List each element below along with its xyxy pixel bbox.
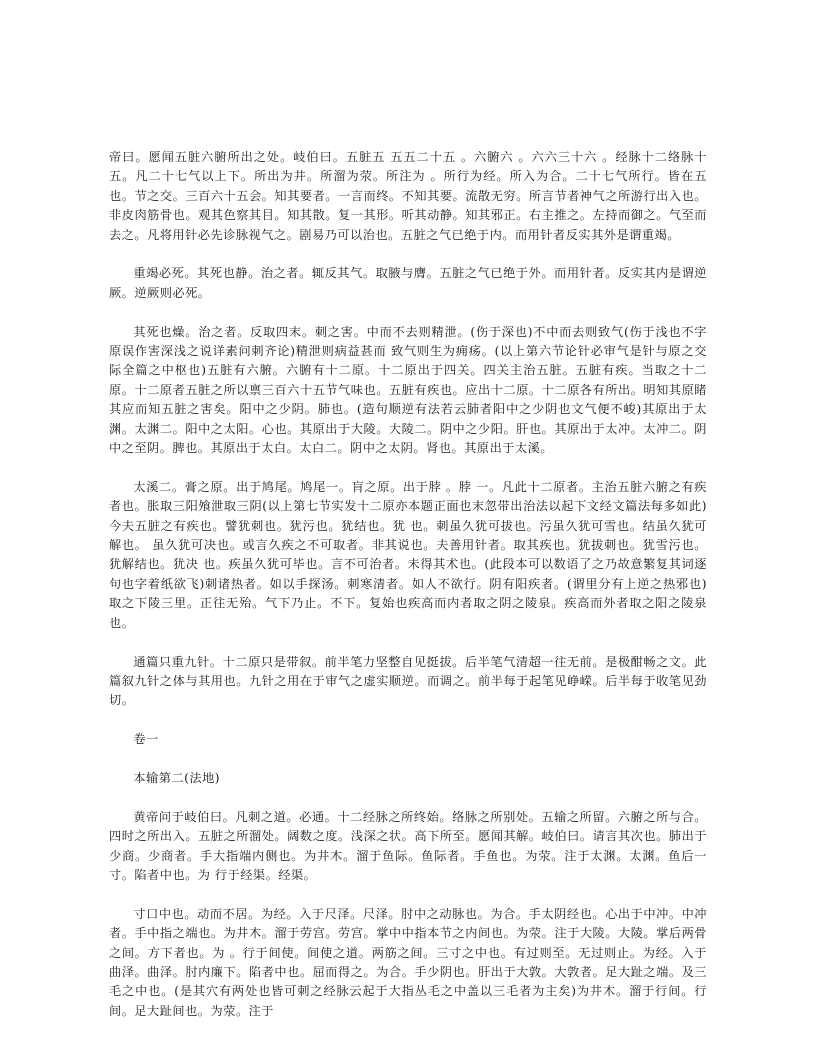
paragraph-4: 太溪二。膏之原。出于鸠尾。鸠尾一。肓之原。出于脖 。脖 一。凡此十二原者。主治五脏六腑之有疾者也。胀取三阳飧泄取三阴(以上第七节实发十二原亦本题正面也末忽带出治法以起下文经文篇法每多如此)今夫五脏之有疾也。譬犹刺也。犹污也。犹结也。犹 也。刺虽久犹可拔也。污虽久犹可雪也。结虽久犹可解也。 虽久犹可决也。或言久疾之不可取者。非其说也。夫善用针者。取其疾也。犹拔刺也。犹雪污也。犹解结也。犹决 也。疾虽久犹可毕也。言不可治者。未得其术也。(此段本可以数语了之乃故意繁复其词逐句也字着纸欲飞)刺诸热者。如以手探汤。刺寒清者。如人不欲行。阴有阳疾者。(谓里分有上逆之热邪也)取之下陵三里。正往无殆。气下乃止。不下。复始也疾高而内者取之阴之陵泉。疾高而外者取之阳之陵泉也。 bbox=[109, 479, 707, 630]
paragraph-7: 寸口中也。动而不居。为经。入于尺泽。尺泽。肘中之动脉也。为合。手太阴经也。心出于中冲。中冲者。手中指之端也。为井木。溜于劳宫。劳宫。掌中中指本节之内间也。为荥。注于大陵。大陵。掌后两骨之间。方下者也。为 。行于间使。间使之道。两筋之间。三寸之中也。有过则至。无过则止。为经。入于曲泽。曲泽。肘内廉下。陷者中也。屈而得之。为合。手少阴也。肝出于大敦。大敦者。足大趾之端。及三毛之中也。(是其穴有两处也皆可刺之经脉云起于大指丛毛之中盖以三毛者为主矣)为井木。溜于行间。行间。足大趾间也。为荥。注于 bbox=[109, 906, 707, 1018]
chapter-heading: 本输第二(法地) bbox=[133, 770, 221, 785]
paragraph-3: 其死也燥。治之者。反取四末。刺之害。中而不去则精泄。(伤于深也)不中而去则致气(伤于浅也不字原误作害深浅之说详素问刺齐论)精泄则病益甚而 致气则生为痈疡。(以上第六节论针必审气是针与原之交际全篇之中枢也)五脏有六腑。六腑有十二原。十二原出于四关。四关主治五脏。五脏有疾。当取之十二原。十二原者五脏之所以禀三百六十五节气味也。五脏有疾也。应出十二原。十二原各有所出。明知其原睹其应而知五脏之害矣。阳中之少阴。肺也。(造句顺逆有法若云肺者阳中之少阴也文气便不峻)其原出于太渊。太渊二。阳中之太阳。心也。其原出于大陵。大陵二。阴中之少阳。肝也。其原出于太冲。太冲二。阴中之至阴。脾也。其原出于太白。太白二。阴中之太阴。肾也。其原出于太溪。 bbox=[109, 324, 707, 456]
paragraph-1: 帝曰。愿闻五脏六腑所出之处。岐伯曰。五脏五 五五二十五 。六腑六 。六六三十六 。经脉十二络脉十五。凡二十七气以上下。所出为井。所溜为荥。所注为 。所行为经。所入为合。二十七气所行。皆在五 也。节之交。三百六十五会。知其要者。一言而终。不知其要。流散无穷。所言节者神气之所游行出入也。非皮肉筋骨也。观其色察其目。知其散。复一其形。听其动静。知其邪正。右主推之。左持而御之。气至而去之。凡将用针必先诊脉视气之。剧易乃可以治也。五脏之气已绝于内。而用针者反实其外是谓重竭。 bbox=[109, 150, 707, 242]
paragraph-6: 黄帝问于岐伯曰。凡刺之道。必通。十二经脉之所终始。络脉之所别处。五输之所留。六腑之所与合。四时之所出入。五脏之所溜处。阔数之度。浅深之状。高下所至。愿闻其解。岐伯曰。请言其次也。肺出于少商。少商者。手大指端内侧也。为井木。溜于鱼际。鱼际者。手鱼也。为荥。注于太渊。太渊。鱼后一寸。陷者中也。为 行于经渠。经渠。 bbox=[109, 809, 707, 882]
document-page bbox=[109, 148, 707, 1041]
paragraph-2: 重竭必死。其死也静。治之者。辄反其气。取腋与膺。五脏之气已绝于外。而用针者。反实其内是谓逆厥。逆厥则必死。 bbox=[109, 266, 707, 300]
volume-heading: 卷一 bbox=[133, 732, 159, 747]
paragraph-5: 通篇只重九针。十二原只是带叙。前半笔力坚整自见挺拔。后半笔气清超一往无前。是极酣畅之文。此篇叙九针之体与其用也。九针之用在于审气之虚实顺逆。而调之。前半每于起笔见峥嵘。后半每于收笔见劲切。 bbox=[109, 654, 707, 708]
